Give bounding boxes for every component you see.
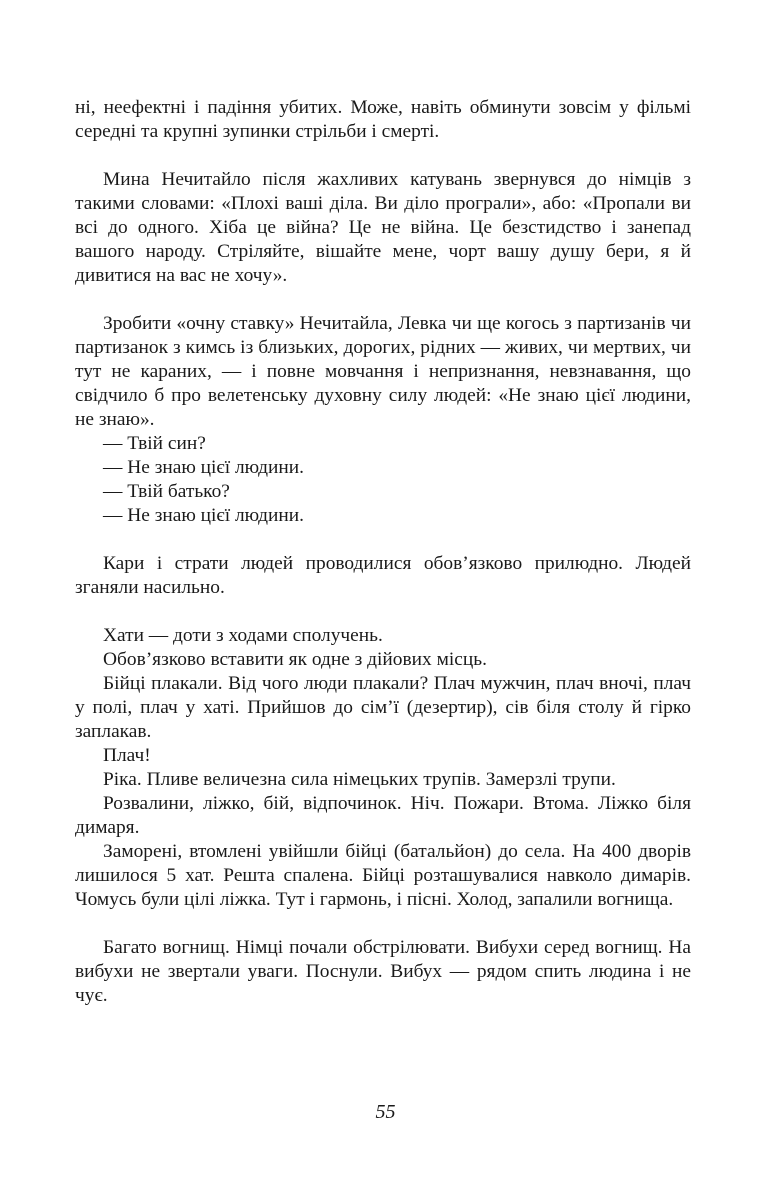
page-text-column — [75, 96, 691, 1008]
paragraph-6: Обов’язково вставити як одне з дійових місць. — [103, 649, 487, 670]
paragraph-1: ні, неефектні і падіння убитих. Може, навіть обминути зовсім у фільмі середні та крупні зупинки стрільби і смерті. — [75, 97, 691, 142]
paragraph-9: Ріка. Пливе величезна сила німецьких трупів. Замерзлі трупи. — [103, 769, 616, 790]
paragraph-11: Заморені, втомлені увійшли бійці (батальйон) до села. На 400 дворів лишилося 5 хат. Решта спалена. Бійці розташувалися навколо димарів. Чомусь були цілі ліжка. Тут і гармонь, і пісні. Холод, запалили вогнища. — [75, 841, 691, 910]
paragraph-5: Хати — доти з ходами сполучень. — [103, 625, 383, 646]
paragraph-3: Зробити «очну ставку» Нечитайла, Левка чи ще когось з партизанів чи партизанок з кимсь із близьких, дорогих, рідних — живих, чи мертвих, чи тут не караних, — і повне мовчання і непризнання, невзнавання, що свідчило б про велетенську духовну силу людей: «Не знаю цієї людини, не знаю». — [75, 313, 691, 430]
dialog-line-2: — Не знаю цієї людини. — [103, 457, 305, 478]
paragraph-7: Бійці плакали. Від чого люди плакали? Плач мужчин, плач вночі, плач у полі, плач у хаті. Прийшов до сім’ї (дезертир), сів біля столу й гірко заплакав. — [75, 673, 691, 742]
paragraph-10: Розвалини, ліжко, бій, відпочинок. Ніч. Пожари. Втома. Ліжко біля димаря. — [75, 793, 691, 838]
dialog-line-1: — Твій син? — [103, 433, 206, 454]
paragraph-2: Мина Нечитайло після жахливих катувань звернувся до німців з такими словами: «Плохі ваші діла. Ви діло програли», або: «Пропали ви всі до одного. Хіба це війна? Це не війна. Це безстидство і занепад вашого народу. Стріляйте, вішайте мене, чорт вашу душу бери, я й дивитися на вас не хочу». — [75, 169, 691, 286]
dialog-line-3: — Твій батько? — [103, 481, 230, 502]
dialog-line-4: — Не знаю цієї людини. — [103, 505, 305, 526]
paragraph-12: Багато вогнищ. Німці почали обстрілювати. Вибухи серед вогнищ. На вибухи не звертали уваги. Поснули. Вибух — рядом спить людина і не чує. — [75, 937, 691, 1006]
page-number: 55 — [375, 1101, 396, 1123]
paragraph-4: Кари і страти людей проводилися обов’язково прилюдно. Людей зганяли насильно. — [75, 553, 691, 598]
paragraph-8: Плач! — [103, 745, 151, 766]
